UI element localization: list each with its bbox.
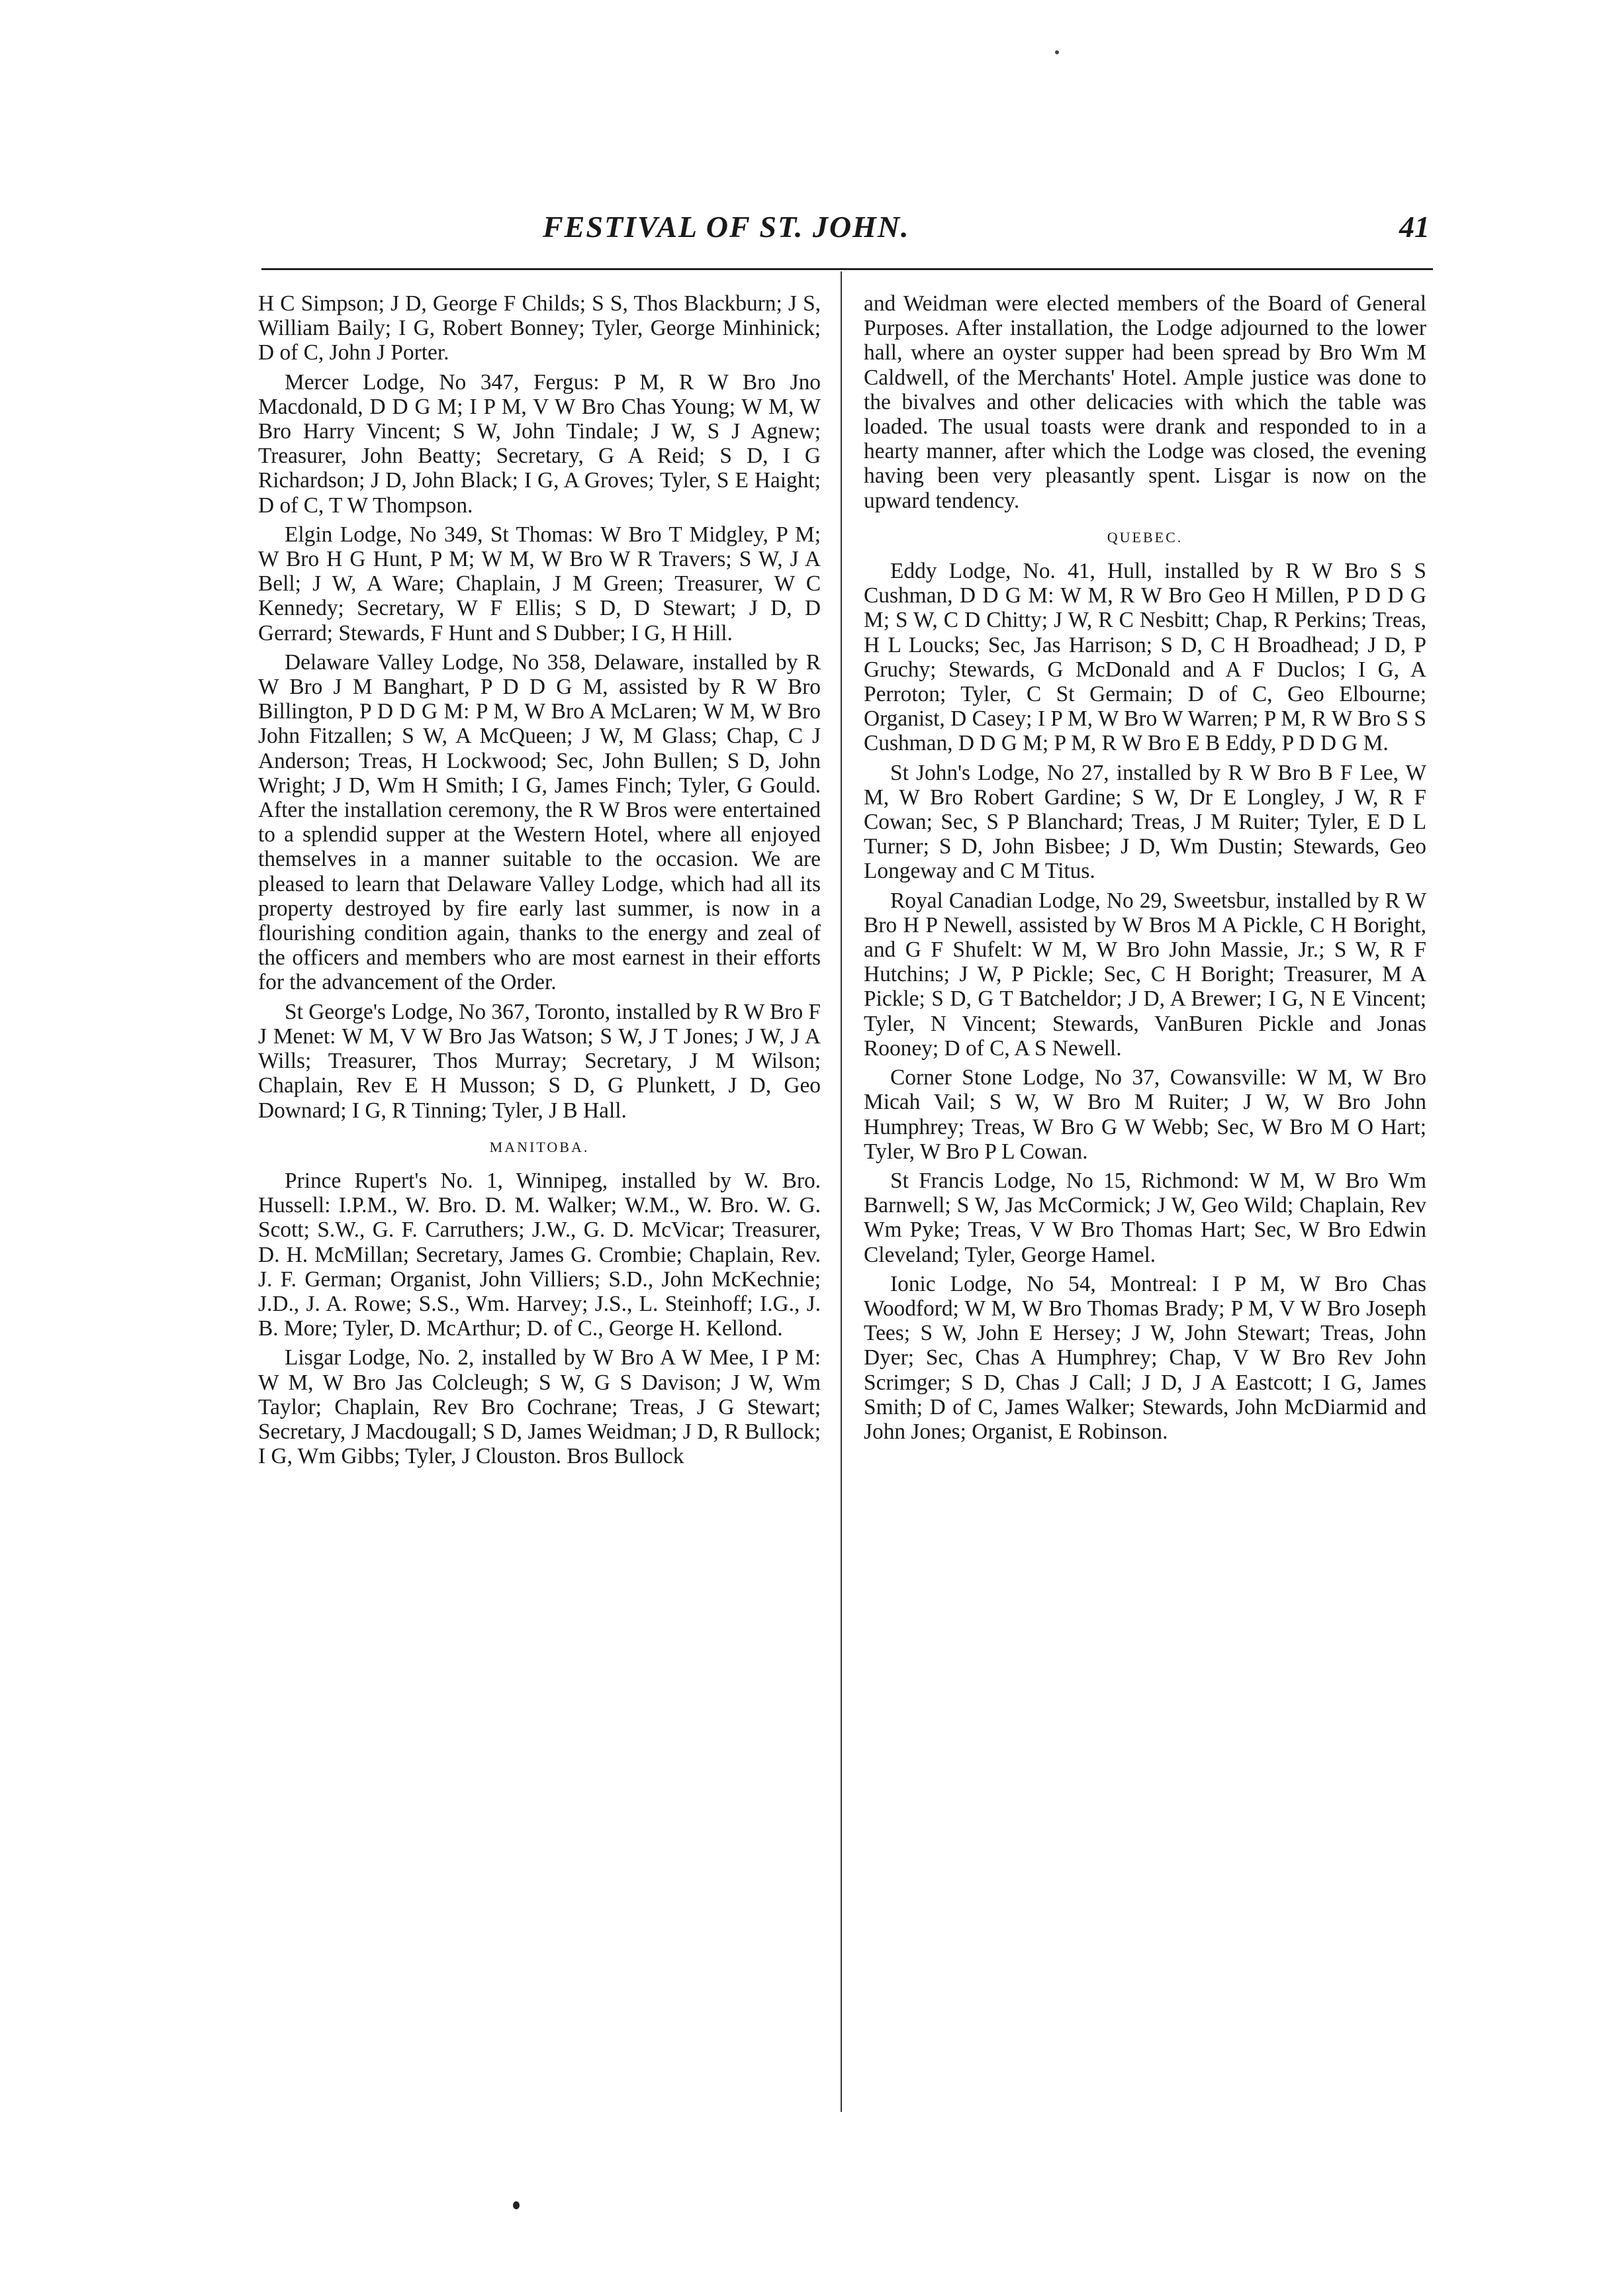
ink-speck <box>1055 50 1059 54</box>
paragraph-ionic-lodge: Ionic Lodge, No 54, Montreal: I P M, W Bro Chas Woodford; W M, W Bro Thomas Brady; P M, V W Bro Joseph Tees; S W, John E Hersey; J W, John Stewart; Treas, John Dyer; Sec, Chas A Humphrey; Chap, V W Bro Rev John Scrimger; S D, Chas J Call; J D, J A Eastcott; I G, James Smith; D of C, James Walker; Stewards, John McDiarmid and John Jones; Organist, E Robinson. <box>864 1271 1426 1444</box>
page-header <box>265 209 1430 249</box>
paragraph-corner-stone-lodge: Corner Stone Lodge, No 37, Cowansville: W M, W Bro Micah Vail; S W, W Bro M Ruiter; J W, W Bro John Humphrey; Treas, W Bro G W Webb; Sec, W Bro M O Hart; Tyler, W Bro P L Cowan. <box>864 1065 1426 1164</box>
paragraph-lisgar-continued: and Weidman were elected members of the Board of General Purposes. After installation, the Lodge adjourned to the lower hall, where an oyster supper had been spread by Bro Wm M Caldwell, of the Merchants' Hotel. Ample justice was done to the bivalves and other delicacies with which the table was loaded. The usual toasts were drank and responded to in a hearty manner, after which the Lodge was closed, the evening having been very pleasantly spent. Lisgar is now on the upward tendency. <box>864 291 1426 513</box>
right-column <box>864 291 1426 1449</box>
page-number: 41 <box>1399 210 1430 244</box>
paragraph-prince-ruperts-lodge: Prince Rupert's No. 1, Winnipeg, installed by W. Bro. Hussell: I.P.M., W. Bro. D. M. Walker; W.M., W. Bro. W. G. Scott; S.W., G. F. Carruthers; J.W., G. D. McVicar; Treasurer, D. H. McMillan; Secretary, James G. Crombie; Chaplain, Rev. J. F. German; Organist, John Villiers; S.D., John McKechnie; J.D., J. A. Rowe; S.S., Wm. Harvey; J.S., L. Steinhoff; I.G., J. B. More; Tyler, D. McArthur; D. of C., George H. Kellond. <box>258 1168 821 1341</box>
paragraph-royal-canadian-lodge: Royal Canadian Lodge, No 29, Sweetsbur, installed by R W Bro H P Newell, assisted by W Bros M A Pickle, C H Boright, and G F Shufelt: W M, W Bro John Massie, Jr.; S W, R F Hutchins; J W, P Pickle; Sec, C H Boright; Treasurer, M A Pickle; S D, G T Batcheldor; J D, A Brewer; I G, N E Vincent; Tyler, N Vincent; Stewards, VanBuren Pickle and Jonas Rooney; D of C, A S Newell. <box>864 888 1426 1061</box>
paragraph-eddy-lodge: Eddy Lodge, No. 41, Hull, installed by R W Bro S S Cushman, D D G M: W M, R W Bro Geo H Millen, P D D G M; S W, C D Chitty; J W, R C Nesbitt; Chap, R Perkins; Treas, H L Loucks; Sec, Jas Harrison; S D, C H Broadhead; J D, P Gruchy; Stewards, G McDonald and A F Duclos; I G, A Perroton; Tyler, C St Germain; D of C, Geo Elbourne; Organist, D Casey; I P M, W Bro W Warren; P M, R W Bro S S Cushman, D D G M; P M, R W Bro E B Eddy, P D D G M. <box>864 559 1426 756</box>
paragraph-mercer-lodge: Mercer Lodge, No 347, Fergus: P M, R W Bro Jno Macdonald, D D G M; I P M, V W Bro Chas Young; W M, W Bro Harry Vincent; S W, John Tindale; J W, S J Agnew; Treasurer, John Beatty; Secretary, G A Reid; S D, I G Richardson; J D, John Black; I G, A Groves; Tyler, S E Haight; D of C, T W Thompson. <box>258 369 821 518</box>
left-column <box>258 291 821 1473</box>
running-title: FESTIVAL OF ST. JOHN. <box>543 210 910 244</box>
paragraph-st-georges-lodge: St George's Lodge, No 367, Toronto, installed by R W Bro F J Menet: W M, V W Bro Jas Watson; S W, J T Jones; J W, J A Wills; Treasurer, Thos Murray; Secretary, J M Wilson; Chaplain, Rev E H Musson; S D, G Plunkett, J D, Geo Downard; I G, R Tinning; Tyler, J B Hall. <box>258 999 821 1123</box>
footer-ornament <box>513 2201 520 2209</box>
section-heading-quebec: QUEBEC. <box>1107 528 1183 546</box>
paragraph-simpson-continued: H C Simpson; J D, George F Childs; S S, Thos Blackburn; J S, William Baily; I G, Robert Bonney; Tyler, George Minhinick; D of C, John J Porter. <box>258 291 821 365</box>
section-heading-manitoba: MANITOBA. <box>489 1138 590 1155</box>
paragraph-lisgar-lodge: Lisgar Lodge, No. 2, installed by W Bro A W Mee, I P M: W M, W Bro Jas Colcleugh; S W, G S Davison; J W, Wm Taylor; Chaplain, Rev Bro Cochrane; Treas, J G Stewart; Secretary, J Macdougall; S D, James Weidman; J D, R Bullock; I G, Wm Gibbs; Tyler, J Clouston. Bros Bullock <box>258 1345 821 1469</box>
paragraph-st-johns-lodge: St John's Lodge, No 27, installed by R W Bro B F Lee, W M, W Bro Robert Gardine; S W, Dr E Longley, J W, R F Cowan; Sec, S P Blanchard; Treas, J M Ruiter; Tyler, E D L Turner; S D, John Bisbee; J D, Wm Dustin; Stewards, Geo Longeway and C M Titus. <box>864 760 1426 884</box>
header-rule <box>261 268 1433 270</box>
paragraph-elgin-lodge: Elgin Lodge, No 349, St Thomas: W Bro T Midgley, P M; W Bro H G Hunt, P M; W M, W Bro W R Travers; S W, J A Bell; J W, A Ware; Chaplain, J M Green; Treasurer, W C Kennedy; Secretary, W F Ellis; S D, D Stewart; J D, D Gerrard; Stewards, F Hunt and S Dubber; I G, H Hill. <box>258 522 821 646</box>
column-divider <box>841 271 842 2112</box>
paragraph-st-francis-lodge: St Francis Lodge, No 15, Richmond: W M, W Bro Wm Barnwell; S W, Jas McCormick; J W, Geo Wild; Chaplain, Rev Wm Pyke; Treas, V W Bro Thomas Hart; Sec, W Bro Edwin Cleveland; Tyler, George Hamel. <box>864 1168 1426 1267</box>
paragraph-delaware-valley-lodge: Delaware Valley Lodge, No 358, Delaware, installed by R W Bro J M Banghart, P D D G M, assisted by R W Bro Billington, P D D G M: P M, W Bro A McLaren; W M, W Bro John Fitzallen; S W, A McQueen; J W, M Glass; Chap, C J Anderson; Treas, H Lockwood; Sec, John Bullen; S D, John Wright; J D, Wm H Smith; I G, James Finch; Tyler, G Gould. After the installation ceremony, the R W Bros were entertained to a splendid supper at the Western Hotel, where all enjoyed themselves in a manner suitable to the occasion. We are pleased to learn that Delaware Valley Lodge, which had all its property destroyed by fire early last summer, is now in a flourishing condition again, thanks to the energy and zeal of the officers and members who are most earnest in their efforts for the advancement of the Order. <box>258 649 821 995</box>
